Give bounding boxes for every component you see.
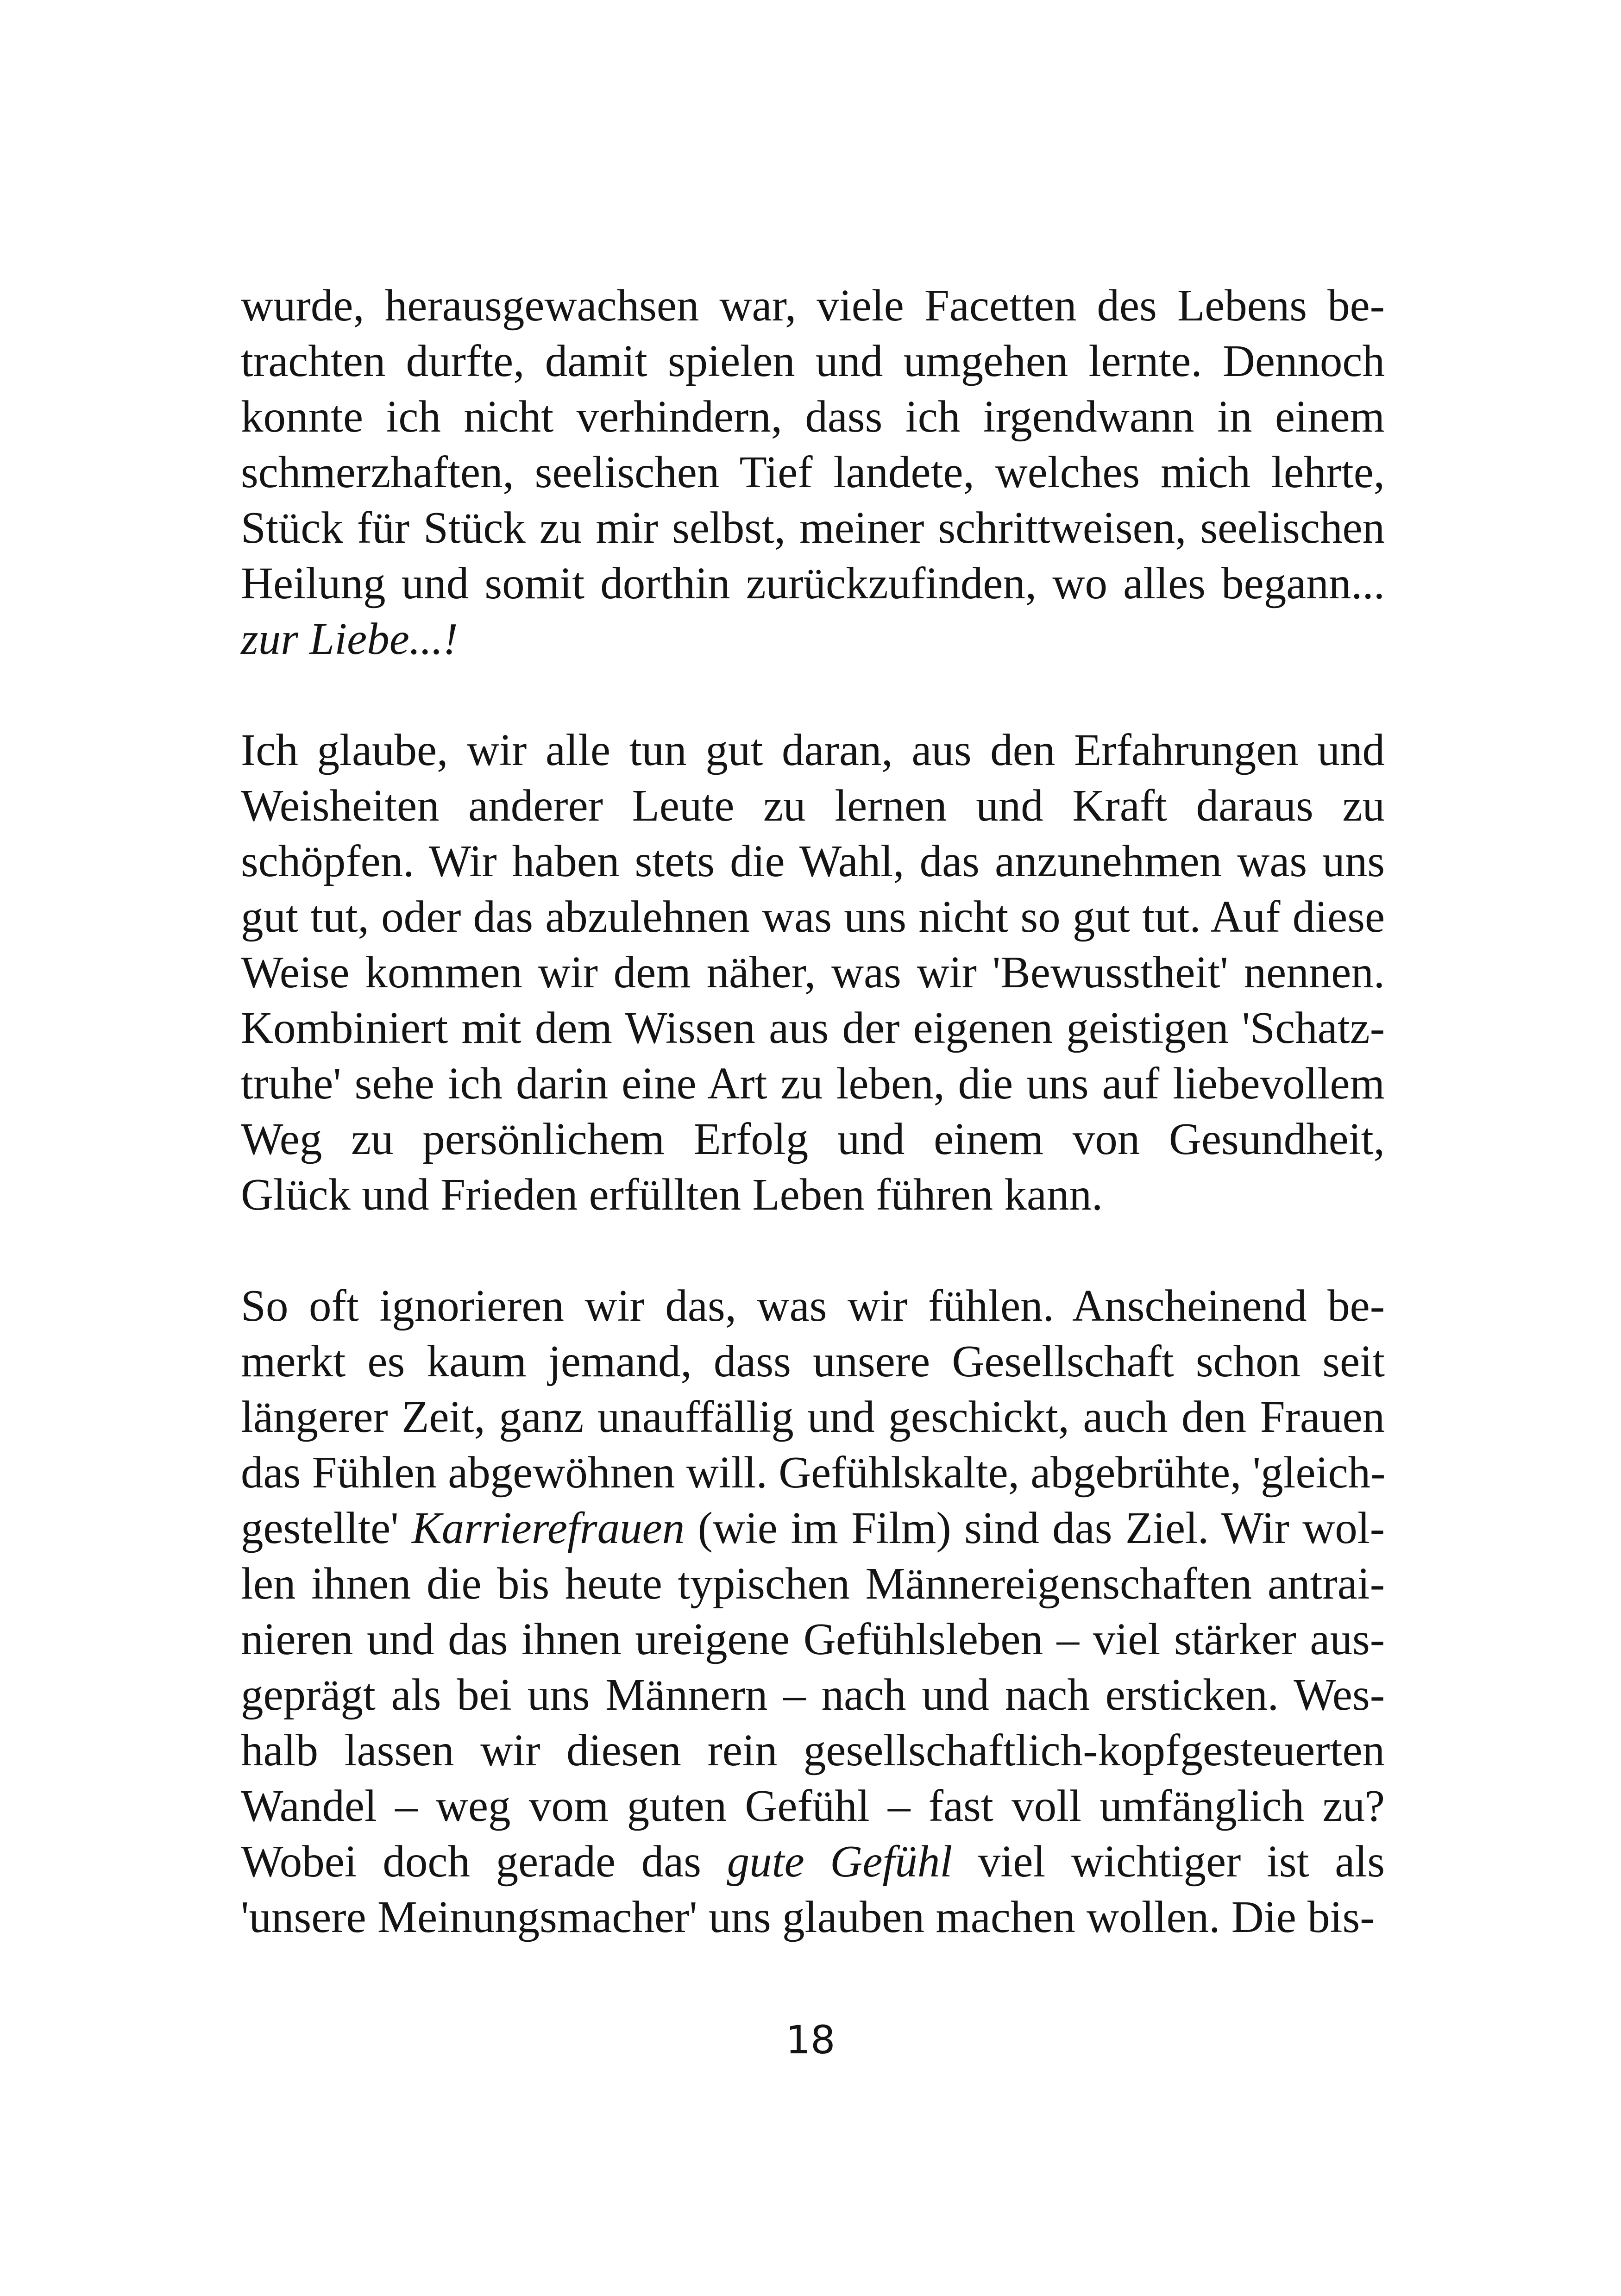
italic-text: Karrierefrauen xyxy=(412,1503,685,1553)
text-segment: Weise kommen wir dem näher, was wir 'Bewusstheit' nennen. xyxy=(241,947,1385,997)
text-segment: halb lassen wir diesen rein gesellschaftlich-kopfgesteuerten xyxy=(241,1725,1385,1775)
text-line xyxy=(241,1667,1385,1723)
text-line xyxy=(241,889,1385,945)
text-segment: Kombiniert mit dem Wissen aus der eigenen geistigen 'Schatz- xyxy=(241,1003,1385,1053)
text-line xyxy=(241,778,1385,834)
text-segment: So oft ignorieren wir das, was wir fühlen. Anscheinend be- xyxy=(241,1281,1385,1330)
text-line xyxy=(241,333,1385,389)
paragraph xyxy=(241,278,1385,667)
paragraph xyxy=(241,722,1385,1223)
paragraph xyxy=(241,1278,1385,1945)
text-segment: schmerzhaften, seelischen Tief landete, welches mich lehrte, xyxy=(241,447,1385,497)
italic-text: gute Gefühl xyxy=(727,1837,953,1886)
text-line xyxy=(241,1445,1385,1500)
text-segment: längerer Zeit, ganz unauffällig und geschickt, auch den Frauen xyxy=(241,1392,1385,1442)
page-number: 18 xyxy=(785,2017,836,2063)
text-line xyxy=(241,1500,1385,1556)
text-line xyxy=(241,1834,1385,1889)
text-segment: Heilung und somit dorthin zurückzufinden, wo alles begann... xyxy=(241,558,1385,608)
text-line xyxy=(241,1278,1385,1334)
text-line xyxy=(241,1167,1385,1223)
text-line xyxy=(241,611,1385,667)
text-segment: Ich glaube, wir alle tun gut daran, aus den Erfahrungen und xyxy=(241,725,1385,775)
text-line xyxy=(241,1111,1385,1167)
text-line xyxy=(241,1000,1385,1056)
text-segment: geprägt als bei uns Männern – nach und nach ersticken. Wes- xyxy=(241,1670,1385,1719)
text-line xyxy=(241,1556,1385,1612)
text-segment: wurde, herausgewachsen war, viele Facetten des Lebens be- xyxy=(241,281,1385,330)
text-segment: konnte ich nicht verhindern, dass ich irgendwann in einem xyxy=(241,392,1385,441)
italic-text: zur Liebe...! xyxy=(241,614,458,664)
paragraph-gap xyxy=(241,1223,1385,1278)
text-segment: len ihnen die bis heute typischen Männereigenschaften antrai- xyxy=(241,1559,1385,1608)
text-segment: (wie im Film) sind das Ziel. Wir wol- xyxy=(685,1503,1385,1553)
text-segment: das Fühlen abgewöhnen will. Gefühlskalte, abgebrühte, 'gleich- xyxy=(241,1448,1386,1497)
text-segment: Weg zu persönlichem Erfolg und einem von Gesundheit, xyxy=(241,1114,1385,1164)
text-line xyxy=(241,445,1385,500)
text-line xyxy=(241,1889,1385,1945)
text-line xyxy=(241,1723,1385,1778)
text-segment: Wandel – weg vom guten Gefühl – fast voll umfänglich zu? xyxy=(241,1781,1385,1831)
text-line xyxy=(241,945,1385,1000)
text-segment: trachten durfte, damit spielen und umgehen lernte. Dennoch xyxy=(241,336,1385,386)
text-line xyxy=(241,278,1385,333)
text-segment: Glück und Frieden erfüllten Leben führen kann. xyxy=(241,1170,1103,1219)
text-line xyxy=(241,834,1385,889)
text-segment: nieren und das ihnen ureigene Gefühlsleben – viel stärker aus- xyxy=(241,1614,1385,1664)
text-line xyxy=(241,1389,1385,1445)
body-text xyxy=(241,278,1385,1945)
paragraph-gap xyxy=(241,667,1385,722)
text-line xyxy=(241,1056,1385,1111)
text-line xyxy=(241,389,1385,445)
text-segment: 'unsere Meinungsmacher' uns glauben machen wollen. Die bis- xyxy=(241,1892,1375,1942)
text-segment: gut tut, oder das abzulehnen was uns nicht so gut tut. Auf diese xyxy=(241,892,1385,941)
text-segment: viel wichtiger ist als xyxy=(952,1837,1385,1886)
text-line xyxy=(241,556,1385,611)
text-segment: Weisheiten anderer Leute zu lernen und Kraft daraus zu xyxy=(241,781,1385,830)
text-segment: gestellte' xyxy=(241,1503,412,1553)
text-segment: merkt es kaum jemand, dass unsere Gesellschaft schon seit xyxy=(241,1336,1385,1386)
text-line xyxy=(241,1612,1385,1667)
text-line xyxy=(241,500,1385,556)
text-segment: Wobei doch gerade das xyxy=(241,1837,727,1886)
text-segment: schöpfen. Wir haben stets die Wahl, das anzunehmen was uns xyxy=(241,836,1385,886)
text-line xyxy=(241,722,1385,778)
text-segment: Stück für Stück zu mir selbst, meiner schrittweisen, seelischen xyxy=(241,503,1385,552)
text-line xyxy=(241,1334,1385,1389)
text-line xyxy=(241,1778,1385,1834)
text-segment: truhe' sehe ich darin eine Art zu leben, die uns auf liebevollem xyxy=(241,1059,1385,1108)
